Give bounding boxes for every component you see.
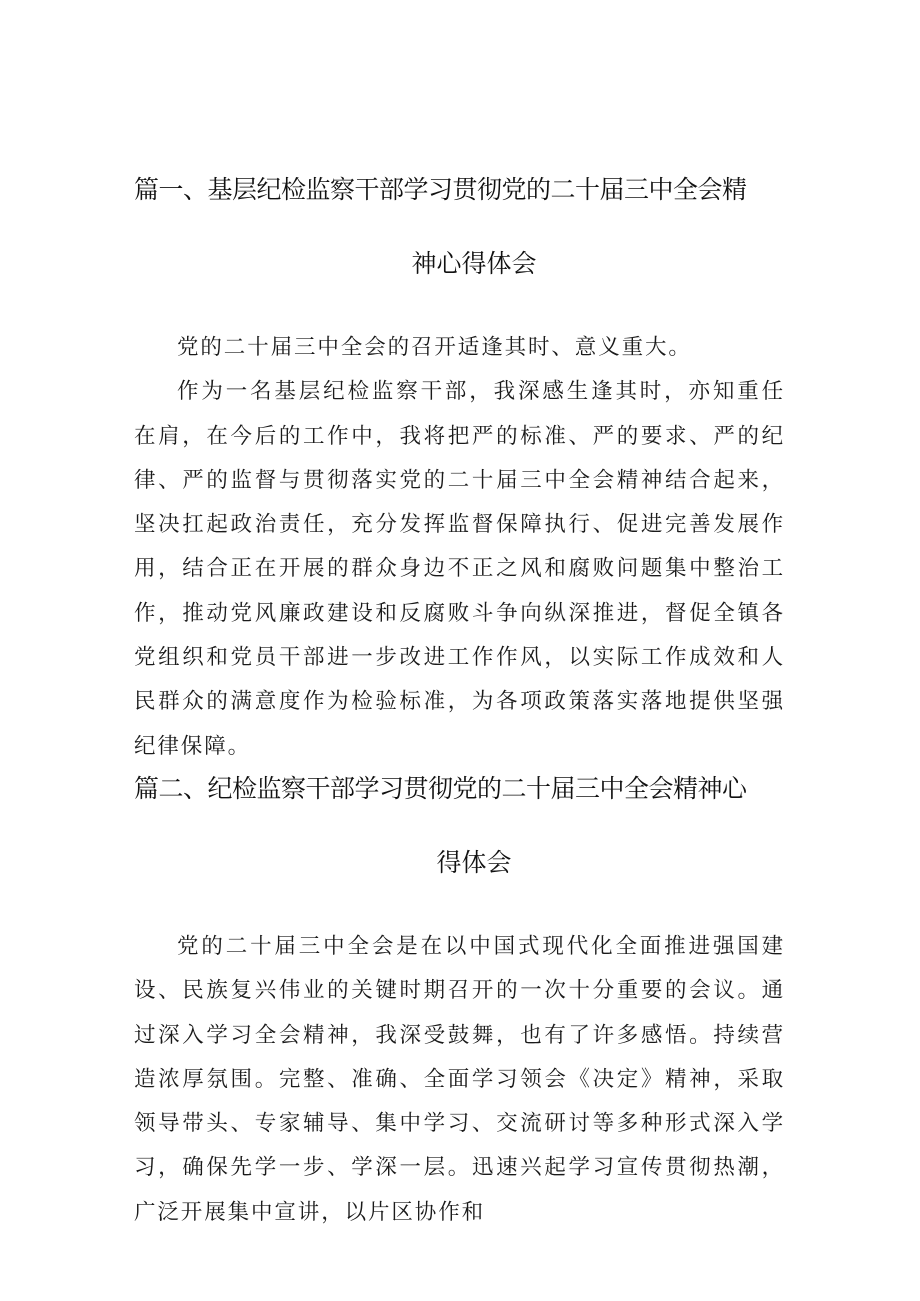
section-2-body [134,925,785,1235]
section-1-body [134,326,785,769]
section-2-heading [134,770,794,882]
section-1-paragraph-2: 作为一名基层纪检监察干部，我深感生逢其时，亦知重任在肩，在今后的工作中，我将把严的标准、严的要求、严的纪律、严的监督与贯彻落实党的二十届三中全会精神结合起来，坚决扛起政治责任，充分发挥监督保障执行、促进完善发展作用，结合正在开展的群众身边不正之风和腐败问题集中整治工作，推动党风廉政建设和反腐败斗争向纵深推进，督促全镇各党组织和党员干部进一步改进工作作风，以实际工作成效和人民群众的满意度作为检验标准，为各项政策落实落地提供坚强纪律保障。 [134,379,785,759]
section-2-heading-line2: 得体会 [436,848,512,877]
section-2-paragraph-1: 党的二十届三中全会是在以中国式现代化全面推进强国建设、民族复兴伟业的关键时期召开的一次十分重要的会议。通过深入学习全会精神，我深受鼓舞，也有了许多感悟。持续营造浓厚氛围。完整、准确、全面学习领会《决定》精神，采取领导带头、专家辅导、集中学习、交流研讨等多种形式深入学习，确保先学一步、学深一层。迅速兴起学习宣传贯彻热潮，广泛开展集中宣讲，以片区协作和 [134,934,785,1225]
section-1-heading-line2: 神心得体会 [411,249,537,278]
section-1-heading [134,171,794,283]
section-2-heading-line1: 篇二、纪检监察干部学习贯彻党的二十届三中全会精神心 [134,774,747,803]
section-1-paragraph-1: 党的二十届三中全会的召开适逢其时、意义重大。 [177,335,692,360]
section-1-heading-line1: 篇一、基层纪检监察干部学习贯彻党的二十届三中全会精 [134,175,747,204]
